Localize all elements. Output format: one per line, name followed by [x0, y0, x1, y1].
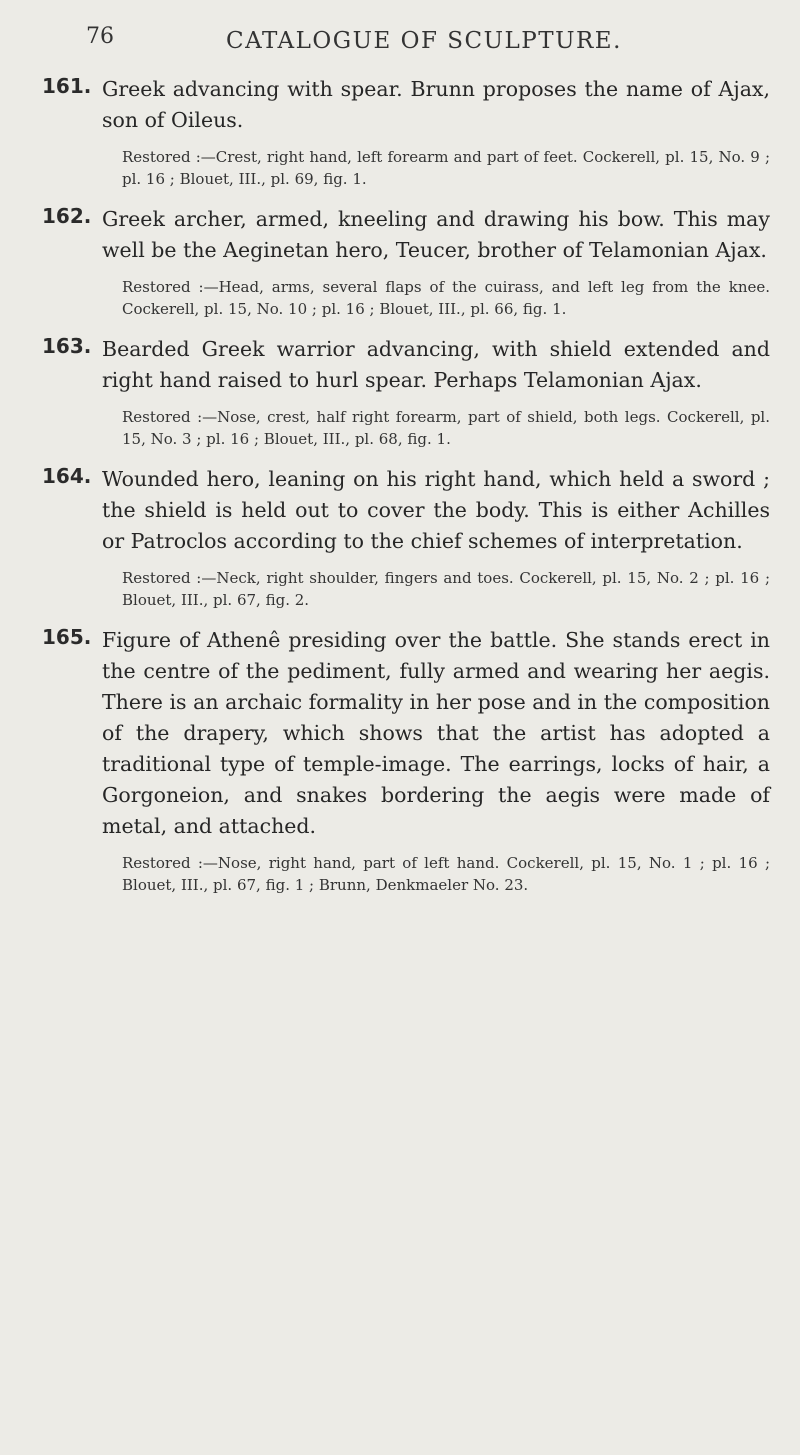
entry-restoration-note: Restored :—Neck, right shoulder, fingers and toes. Cockerell, pl. 15, No. 2 ; pl. 16 ; Blouet, III., pl. 67, fig. 2.	[122, 569, 770, 609]
entry-description: Bearded Greek warrior advancing, with shield extended and right hand raised to hurl spear. Perhaps Telamonian Ajax.	[102, 337, 770, 392]
catalogue-entry-162	[40, 204, 770, 320]
catalogue-entry-163	[40, 334, 770, 450]
entry-description: Greek advancing with spear. Brunn proposes the name of Ajax, son of Oileus.	[102, 77, 770, 132]
entry-restoration-note: Restored :—Crest, right hand, left forearm and part of feet. Cockerell, pl. 15, No. 9 ; pl. 16 ; Blouet, III., pl. 69, fig. 1.	[122, 148, 770, 188]
entry-number: 165.	[42, 625, 92, 649]
entry-restoration-note: Restored :—Nose, crest, half right forearm, part of shield, both legs. Cockerell, pl. 15, No. 3 ; pl. 16 ; Blouet, III., pl. 68, fig. 1.	[122, 408, 770, 448]
entry-number: 163.	[42, 334, 92, 358]
entry-number: 164.	[42, 464, 92, 488]
running-title: CATALOGUE OF SCULPTURE.	[226, 28, 622, 54]
entry-restoration-note: Restored :—Nose, right hand, part of left hand. Cockerell, pl. 15, No. 1 ; pl. 16 ; Blouet, III., pl. 67, fig. 1 ; Brunn, Denkmaeler No. 23.	[122, 854, 770, 894]
entry-description: Greek archer, armed, kneeling and drawing his bow. This may well be the Aeginetan hero, Teucer, brother of Telamonian Ajax.	[102, 207, 770, 262]
catalogue-entry-165	[40, 625, 770, 896]
catalogue-entry-164	[40, 464, 770, 611]
entry-restoration-note: Restored :—Head, arms, several flaps of the cuirass, and left leg from the knee. Cockerell, pl. 15, No. 10 ; pl. 16 ; Blouet, III., pl. 66, fig. 1.	[122, 278, 770, 318]
page-header	[56, 24, 756, 54]
entry-number: 162.	[42, 204, 92, 228]
entry-description: Figure of Athenê presiding over the battle. She stands erect in the centre of the pediment, fully armed and wearing her aegis. There is an archaic formality in her pose and in the composition of the drapery, which shows that the artist has adopted a traditional type of temple-image. The earrings, locks of hair, a Gorgoneion, and snakes bordering the aegis were made of metal, and attached.	[102, 628, 770, 838]
catalogue-entry-161	[40, 74, 770, 190]
page-number: 76	[86, 24, 114, 49]
entry-number: 161.	[42, 74, 92, 98]
catalogue-entries	[40, 74, 770, 910]
entry-description: Wounded hero, leaning on his right hand, which held a sword ; the shield is held out to cover the body. This is either Achilles or Patroclos according to the chief schemes of interpretation.	[102, 467, 770, 553]
